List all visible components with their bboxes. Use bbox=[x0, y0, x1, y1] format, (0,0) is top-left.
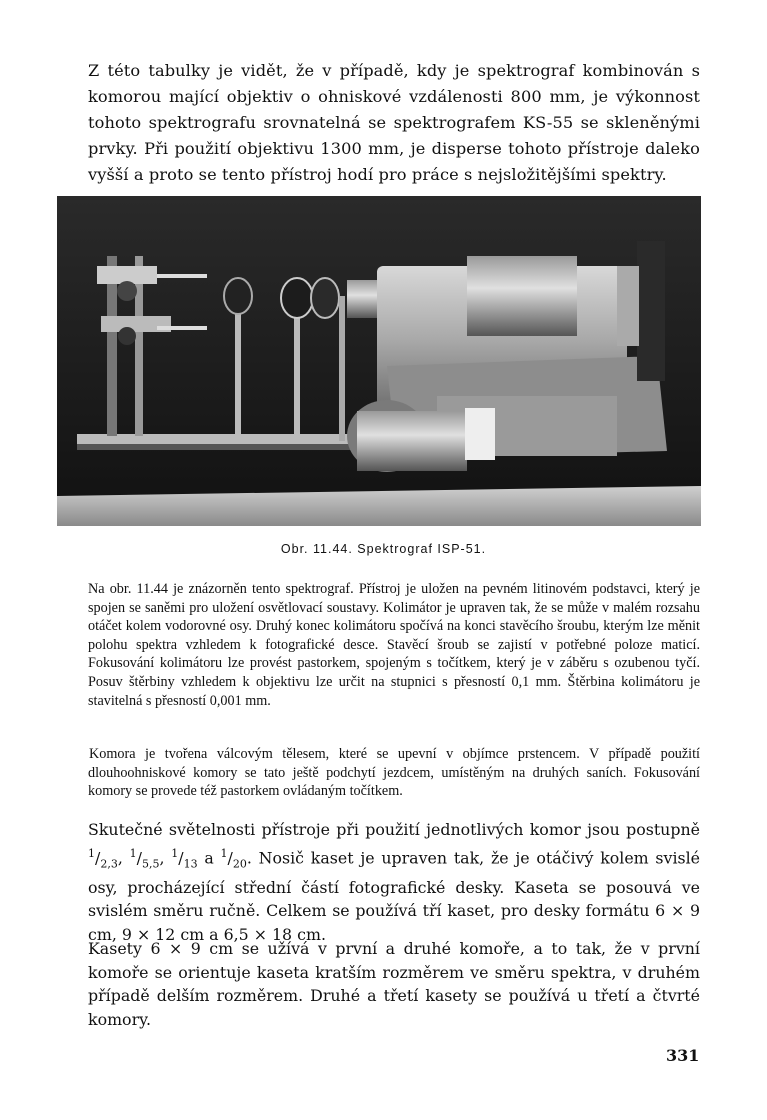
fraction-numerator: 1 bbox=[220, 846, 228, 860]
fraction-denominator: 20 bbox=[232, 857, 247, 871]
aperture-rest: . Nosič kaset je upraven tak, že je otáčivý kolem svislé osy, procházející střední částí fotografické desky. Kaseta se posouvá ve svislém směru ručně. Celkem se používá tří kaset, pro desky formátu 6 × 9 cm, 9 × 12 cm a 6,5 × 18 cm. bbox=[88, 847, 701, 944]
spectrograph-photo-illustration bbox=[57, 196, 701, 526]
aperture-lead: Skutečné světelnosti přístroje při použití jednotlivých komor jsou postupně bbox=[88, 820, 700, 839]
intro-paragraph: Z této tabulky je vidět, že v případě, kdy je spektrograf kombinován s komorou mající objektiv o ohniskové vzdálenosti 800 mm, je výkonnost tohoto spektrografu srovnatelná se spektrografem KS-55 se skleněnými prvky. Při použití objektivu 1300 mm, je disperse tohoto přístroje daleko vyšší a proto se tento přístroj hodí pro práce s nejsložitějšími spektry. bbox=[88, 61, 700, 184]
description-paragraph: Na obr. 11.44 je znázorněn tento spektrograf. Přístroj je uložen na pevném litinovém podstavci, který je spojen se saněmi pro uložení osvětlovací soustavy. Kolimátor je upraven tak, že se může v malém rozsahu otáčet kolem vodorovné osy. Druhý konec kolimátoru spočívá na konci stavěcího šroubu, kterým lze měnit polohu spektra vzhledem k fotografické desce. Stavěcí šroub se zajistí v potřebné poloze maticí. Fokusování kolimátoru lze provést pastorkem, spojeným s točítkem, který je v záběru s ozubenou tyčí. Posuv štěrbiny vzhledem k objektivu lze určit na stupnici s přesností 0,1 mm. Štěrbina kolimátoru je stavitelná s přesností 0,001 mm. bbox=[88, 581, 700, 709]
spectrograph-photo bbox=[57, 196, 701, 526]
cassette-paragraph: Kasety 6 × 9 cm se užívá v první a druhé komoře, a to tak, že v první komoře se orientuje kaseta kratším rozměrem ve směru spektra, v druhém případě delším rozměrem. Druhé a třetí kasety se používá u třetí a čtvrté komory. bbox=[88, 939, 700, 1029]
fraction-denominator: 2,3 bbox=[100, 857, 118, 871]
page-number: 331 bbox=[666, 1046, 700, 1065]
fraction-denominator: 5,5 bbox=[141, 857, 160, 871]
figure-caption: Obr. 11.44. Spektrograf ISP-51. bbox=[280, 542, 487, 556]
fraction-numerator: 1 bbox=[129, 846, 137, 860]
fraction-numerator: 1 bbox=[171, 846, 179, 860]
separator: , bbox=[117, 847, 130, 867]
separator: , bbox=[159, 847, 172, 867]
fraction-denominator: 13 bbox=[183, 857, 198, 871]
aperture-paragraph: Skutečné světelnosti přístroje při použití jednotlivých komor jsou postupně $^1/_{2,3}$, $^1/_{5,5}$, $^1/_{13}$ a $^1/_{20}$. Nosič kaset je upraven tak, že je otáčivý kolem svislé osy, procházející střední částí fotografické desky. Kaseta se posouvá ve svislém směru ručně. Celkem se používá tří kaset, pro desky formátu 6 × 9 cm, 9 × 12 cm a 6,5 × 18 cm. bbox=[88, 820, 701, 944]
camera-paragraph: Komora je tvořena válcovým tělesem, které se upevní v objímce prstencem. V případě použití dlouhoohniskové komory se tato ještě podchytí jezdcem, umístěným na druhých saních. Fokusování komory se provede též pastorkem ovládaným točítkem. bbox=[88, 746, 700, 800]
separator: a bbox=[197, 847, 221, 867]
fraction-numerator: 1 bbox=[88, 846, 95, 860]
